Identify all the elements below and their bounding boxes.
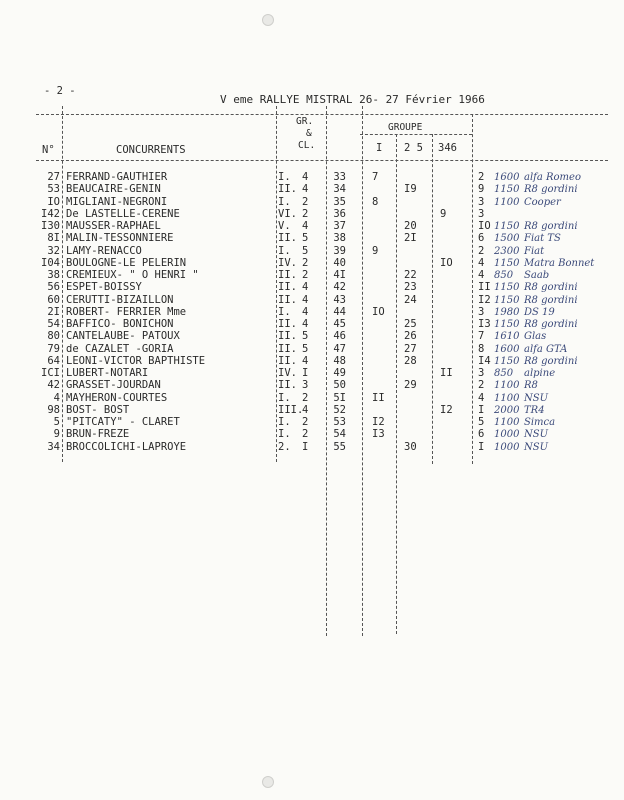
entry-engine-cc: 1100 (494, 380, 520, 391)
entry-group: 2. (278, 441, 291, 453)
entry-group-25-rank: 28 (404, 355, 417, 367)
entry-group: II. (278, 379, 297, 391)
entry-car: TR4 (524, 405, 545, 416)
entry-car: DS 19 (524, 307, 555, 318)
entry-class-rank: 5 (478, 416, 485, 428)
entry-engine-cc: 1100 (494, 417, 520, 428)
entry-crew: MAYHERON-COURTES (66, 392, 168, 404)
entry-class: 2 (302, 416, 309, 428)
entry-car: Glas (524, 331, 547, 342)
entry-overall-position: 49 (333, 367, 346, 379)
entry-crew: BAFFICO- BONICHON (66, 318, 174, 330)
entry-class-rank: II (478, 281, 491, 293)
entry-group-25-rank: 2I (404, 232, 417, 244)
entry-number: 64 (47, 355, 60, 367)
entry-class: 2 (302, 392, 309, 404)
entry-car: Matra Bonnet (524, 258, 595, 269)
entry-overall-position: 44 (333, 306, 346, 318)
entry-class-rank: 6 (478, 232, 485, 244)
header-bottom-rule (36, 160, 608, 161)
entry-engine-cc: 1150 (494, 319, 520, 330)
header-groupe: GROUPE (388, 122, 423, 133)
page-number: - 2 - (44, 85, 76, 97)
document-title: V eme RALLYE MISTRAL 26- 27 Février 1966 (220, 93, 485, 106)
entry-overall-position: 42 (333, 281, 346, 293)
entry-group: II. (278, 269, 297, 281)
entry-engine-cc: 1150 (494, 184, 520, 195)
entry-car: R8 gordini (524, 356, 578, 367)
entry-class-rank: I2 (478, 294, 491, 306)
entry-engine-cc: 1150 (494, 282, 520, 293)
entry-engine-cc: 2300 (494, 246, 520, 257)
entry-engine-cc: 1600 (494, 344, 520, 355)
entry-class: 5 (302, 232, 309, 244)
entry-car: R8 gordini (524, 319, 578, 330)
entry-engine-cc: 850 (494, 368, 514, 379)
entry-group: III. (278, 404, 304, 416)
entry-number: 80 (47, 330, 60, 342)
entry-group-1-rank: I3 (372, 428, 385, 440)
entry-group: II. (278, 183, 297, 195)
entry-class-rank: 4 (478, 392, 485, 404)
entry-class-rank: 8 (478, 343, 485, 355)
entry-number: ICI (41, 367, 60, 379)
entry-overall-position: 40 (333, 257, 346, 269)
entry-number: 9 (53, 428, 60, 440)
entry-number: IO (47, 196, 60, 208)
entry-crew: de CAZALET -GORIA (66, 343, 174, 355)
entry-group: I. (278, 428, 291, 440)
entry-crew: ESPET-BOISSY (66, 281, 142, 293)
entry-crew: CREMIEUX- " O HENRI " (66, 269, 199, 281)
entry-number: I42 (41, 208, 60, 220)
entry-overall-position: 33 (333, 171, 346, 183)
entry-group-1-rank: 7 (372, 171, 379, 183)
entry-number: 2I (47, 306, 60, 318)
entry-class: 4 (302, 281, 309, 293)
col-divider-g346 (432, 134, 433, 464)
entry-car: Saab (524, 270, 550, 281)
header-amp: & (306, 128, 312, 139)
entry-group-1-rank: I2 (372, 416, 385, 428)
entry-group: I. (278, 392, 291, 404)
header-concurrents: CONCURRENTS (116, 144, 186, 156)
entry-class: 4 (302, 404, 309, 416)
entry-group: I. (278, 416, 291, 428)
entry-car: R8 (524, 380, 538, 391)
entry-group-1-rank: IO (372, 306, 385, 318)
entry-overall-position: 48 (333, 355, 346, 367)
entry-group-25-rank: 23 (404, 281, 417, 293)
entry-engine-cc: 1610 (494, 331, 520, 342)
entry-class: 4 (302, 294, 309, 306)
entry-car: R8 gordini (524, 184, 578, 195)
col-divider-rank (472, 114, 473, 464)
entry-class: 4 (302, 355, 309, 367)
entry-car: R8 gordini (524, 221, 578, 232)
entry-group-346-rank: I2 (440, 404, 453, 416)
entry-class: I (302, 441, 309, 453)
entry-car: alfa Romeo (524, 172, 581, 183)
entry-crew: LEONI-VICTOR BAPTHISTE (66, 355, 206, 367)
entry-overall-position: 55 (333, 441, 346, 453)
entry-crew: BOULOGNE-LE PELERIN (66, 257, 187, 269)
entry-group: V. (278, 220, 291, 232)
entry-class-rank: I4 (478, 355, 491, 367)
entry-overall-position: 38 (333, 232, 346, 244)
entry-crew: BEAUCAIRE-GENIN (66, 183, 161, 195)
entry-crew: BOST- BOST (66, 404, 130, 416)
entry-group-25-rank: I9 (404, 183, 417, 195)
entry-class-rank: I (478, 441, 485, 453)
entry-engine-cc: 1600 (494, 172, 520, 183)
entry-car: Cooper (524, 197, 561, 208)
entry-group: II. (278, 355, 297, 367)
entry-engine-cc: 1150 (494, 258, 520, 269)
entry-class-rank: 3 (478, 208, 485, 220)
entry-number: 27 (47, 171, 60, 183)
entry-group: II. (278, 281, 297, 293)
entry-car: Simca (524, 417, 556, 428)
entry-overall-position: 54 (333, 428, 346, 440)
entry-overall-position: 45 (333, 318, 346, 330)
entry-group-1-rank: 8 (372, 196, 379, 208)
entry-crew: LAMY-RENACCO (66, 245, 142, 257)
entry-crew: "PITCATY" - CLARET (66, 416, 180, 428)
entry-group-1-rank: 9 (372, 245, 379, 257)
entry-group: VI. (278, 208, 297, 220)
entry-overall-position: 35 (333, 196, 346, 208)
entry-engine-cc: 2000 (494, 405, 520, 416)
entry-group-346-rank: 9 (440, 208, 447, 220)
entry-engine-cc: 1150 (494, 221, 520, 232)
entry-engine-cc: 1100 (494, 197, 520, 208)
entry-car: NSU (524, 442, 549, 453)
entry-number: 32 (47, 245, 60, 257)
header-top-rule (36, 114, 608, 115)
entry-group: II. (278, 318, 297, 330)
entry-engine-cc: 850 (494, 270, 514, 281)
entry-class-rank: 2 (478, 379, 485, 391)
punch-hole-bottom (262, 776, 274, 788)
entry-group: I. (278, 245, 291, 257)
entry-overall-position: 43 (333, 294, 346, 306)
entry-number: I30 (41, 220, 60, 232)
entry-engine-cc: 1150 (494, 356, 520, 367)
entry-overall-position: 47 (333, 343, 346, 355)
entry-overall-position: 36 (333, 208, 346, 220)
entry-group: IV. (278, 257, 297, 269)
entry-group-25-rank: 25 (404, 318, 417, 330)
entry-number: 53 (47, 183, 60, 195)
entry-class-rank: 7 (478, 330, 485, 342)
entry-crew: FERRAND-GAUTHIER (66, 171, 168, 183)
entry-car: NSU (524, 393, 549, 404)
entry-class: 2 (302, 196, 309, 208)
entry-group: II. (278, 294, 297, 306)
entry-class-rank: 2 (478, 245, 485, 257)
entry-overall-position: 4I (333, 269, 346, 281)
entry-engine-cc: 1100 (494, 393, 520, 404)
entry-engine-cc: 1980 (494, 307, 520, 318)
entry-number: 38 (47, 269, 60, 281)
header-g346: 346 (438, 142, 457, 154)
entry-group: II. (278, 232, 297, 244)
entry-class-rank: 9 (478, 183, 485, 195)
entry-number: I04 (41, 257, 60, 269)
entry-crew: ROBERT- FERRIER Mme (66, 306, 187, 318)
entry-car: alfa GTA (524, 344, 568, 355)
entry-number: 79 (47, 343, 60, 355)
entry-number: 54 (47, 318, 60, 330)
entry-number: 98 (47, 404, 60, 416)
entry-car: Fiat (524, 246, 545, 257)
entry-overall-position: 50 (333, 379, 346, 391)
entry-class-rank: I3 (478, 318, 491, 330)
entry-class: 4 (302, 306, 309, 318)
entry-class-rank: 4 (478, 269, 485, 281)
entry-class-rank: IO (478, 220, 491, 232)
entry-class-rank: 4 (478, 257, 485, 269)
entry-overall-position: 52 (333, 404, 346, 416)
entry-number: 8I (47, 232, 60, 244)
header-no: N° (42, 144, 55, 156)
entry-overall-position: 39 (333, 245, 346, 257)
entry-overall-position: 53 (333, 416, 346, 428)
entry-class: 5 (302, 330, 309, 342)
entry-number: 60 (47, 294, 60, 306)
entry-engine-cc: 1150 (494, 295, 520, 306)
entry-group-346-rank: II (440, 367, 453, 379)
entry-class: 4 (302, 318, 309, 330)
entry-car: NSU (524, 429, 549, 440)
header-gr: GR. (296, 116, 314, 127)
entry-class: I (302, 367, 309, 379)
entry-overall-position: 5I (333, 392, 346, 404)
entry-class: 2 (302, 257, 309, 269)
entry-number: 56 (47, 281, 60, 293)
entry-overall-position: 46 (333, 330, 346, 342)
entry-crew: MAUSSER-RAPHAEL (66, 220, 161, 232)
entry-crew: CERUTTI-BIZAILLON (66, 294, 174, 306)
entry-car: R8 gordini (524, 295, 578, 306)
entry-crew: De LASTELLE-CERENE (66, 208, 180, 220)
entry-engine-cc: 1500 (494, 233, 520, 244)
entry-class-rank: 3 (478, 306, 485, 318)
entry-class: 2 (302, 428, 309, 440)
entry-crew: BRUN-FREZE (66, 428, 130, 440)
entry-car: Fiat TS (524, 233, 561, 244)
entry-crew: BROCCOLICHI-LAPROYE (66, 441, 187, 453)
entry-class-rank: 6 (478, 428, 485, 440)
entry-class-rank: 3 (478, 196, 485, 208)
entry-group: I. (278, 306, 291, 318)
entry-group: I. (278, 196, 291, 208)
entry-engine-cc: 1000 (494, 442, 520, 453)
entry-crew: GRASSET-JOURDAN (66, 379, 161, 391)
entry-group-25-rank: 24 (404, 294, 417, 306)
entry-class-rank: I (478, 404, 485, 416)
col-divider-no (62, 106, 63, 462)
entry-group-346-rank: IO (440, 257, 453, 269)
col-divider-g25 (396, 134, 397, 634)
entry-group: II. (278, 330, 297, 342)
entry-car: R8 gordini (524, 282, 578, 293)
entry-class: 5 (302, 343, 309, 355)
entry-crew: LUBERT-NOTARI (66, 367, 149, 379)
entry-group-25-rank: 26 (404, 330, 417, 342)
entry-number: 4 (53, 392, 60, 404)
entry-number: 34 (47, 441, 60, 453)
entry-overall-position: 37 (333, 220, 346, 232)
entry-group-25-rank: 29 (404, 379, 417, 391)
entry-crew: MIGLIANI-NEGRONI (66, 196, 168, 208)
entry-group: II. (278, 343, 297, 355)
entry-group-25-rank: 30 (404, 441, 417, 453)
entry-group-1-rank: II (372, 392, 385, 404)
entry-class: 2 (302, 208, 309, 220)
entry-crew: MALIN-TESSONNIERE (66, 232, 174, 244)
entry-group: I. (278, 171, 291, 183)
entry-crew: CANTELAUBE- PATOUX (66, 330, 180, 342)
header-g25: 2 5 (404, 142, 423, 154)
entry-group: IV. (278, 367, 297, 379)
entry-class-rank: 2 (478, 171, 485, 183)
entry-class: 4 (302, 183, 309, 195)
punch-hole-top (262, 14, 274, 26)
header-g1: I (376, 142, 383, 154)
entry-class: 2 (302, 269, 309, 281)
entry-class: 4 (302, 220, 309, 232)
col-divider-gr (276, 106, 277, 462)
entry-overall-position: 34 (333, 183, 346, 195)
entry-number: 5 (53, 416, 60, 428)
entry-car: alpine (524, 368, 556, 379)
header-cl: CL. (298, 140, 316, 151)
entry-class: 3 (302, 379, 309, 391)
entry-class: 4 (302, 171, 309, 183)
groupe-rule (360, 134, 472, 135)
entry-group-25-rank: 22 (404, 269, 417, 281)
entry-class-rank: 3 (478, 367, 485, 379)
entry-engine-cc: 1000 (494, 429, 520, 440)
col-divider-g1 (362, 106, 363, 636)
entry-group-25-rank: 27 (404, 343, 417, 355)
entry-group-25-rank: 20 (404, 220, 417, 232)
entry-class: 5 (302, 245, 309, 257)
entry-number: 42 (47, 379, 60, 391)
